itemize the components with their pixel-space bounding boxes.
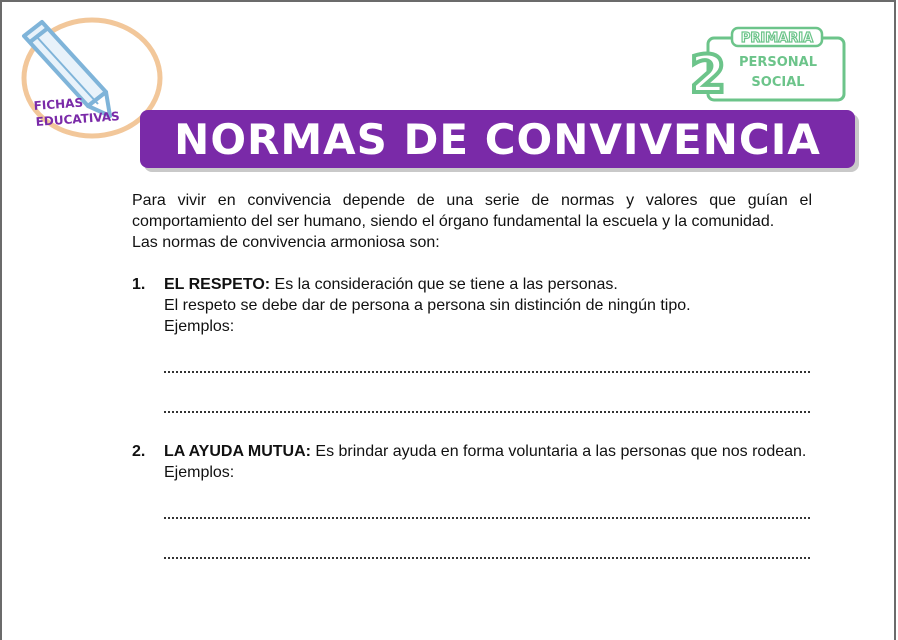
answer-line[interactable]	[164, 361, 810, 373]
worksheet-content	[132, 190, 812, 559]
item-text: Es la consideración que se tiene a las personas.	[270, 276, 618, 293]
item-definition	[164, 441, 812, 462]
item-number: 1.	[132, 276, 146, 293]
intro-paragraph: Para vivir en convivencia depende de una serie de normas y valores que guían el comportamiento del ser humano, siendo el órgano fundamental la escuela y la comunidad.	[132, 192, 812, 230]
badge-subject-line1: PERSONAL	[738, 55, 818, 70]
item-number: 2.	[132, 443, 146, 460]
item-heading: EL RESPETO:	[164, 276, 271, 293]
answer-line[interactable]	[164, 547, 810, 559]
norm-item-respeto	[132, 274, 812, 413]
examples-label: Ejemplos:	[164, 464, 235, 481]
item-text: Es brindar ayuda en forma voluntaria a las personas que nos rodean.	[310, 443, 807, 460]
title-banner	[140, 110, 855, 168]
grade-badge	[688, 26, 848, 104]
answer-line[interactable]	[164, 401, 810, 413]
page-title: NORMAS DE CONVIVENCIA	[174, 114, 821, 164]
examples-label: Ejemplos:	[164, 318, 235, 335]
badge-level: PRIMARIA	[740, 31, 814, 46]
answer-line[interactable]	[164, 507, 810, 519]
item-heading: LA AYUDA MUTUA:	[164, 443, 311, 460]
item-definition	[164, 274, 812, 295]
norm-item-ayuda-mutua	[132, 441, 812, 559]
badge-subject-line2: SOCIAL	[751, 75, 805, 90]
logo-text-fichas: FICHAS	[33, 95, 84, 113]
logo-text-educativas: EDUCATIVAS	[35, 109, 121, 129]
item-text-extra: El respeto se debe dar de persona a persona sin distinción de ningún tipo.	[164, 297, 691, 314]
intro-list-lead: Las normas de convivencia armoniosa son:	[132, 234, 440, 251]
badge-grade: 2	[689, 45, 727, 104]
